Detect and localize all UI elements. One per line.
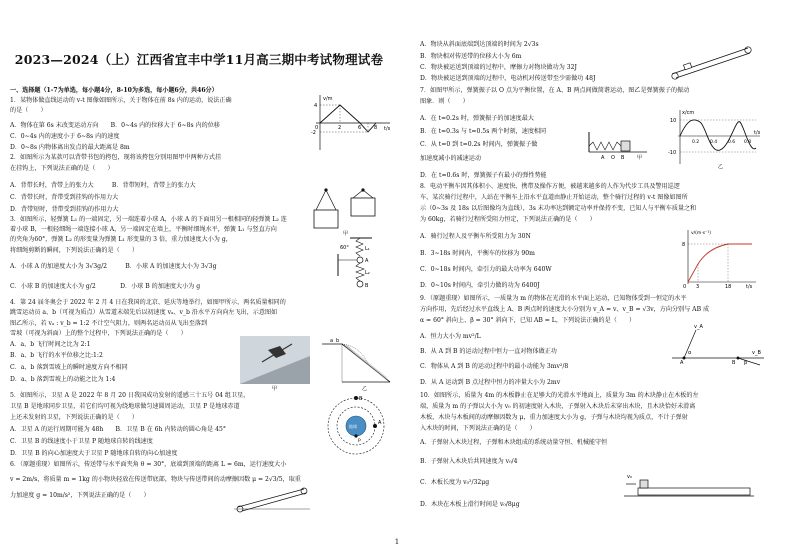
q8-origin: 0 — [683, 284, 687, 290]
q4-slope-diagram — [316, 336, 394, 391]
q2-bag-figure — [306, 186, 386, 236]
q8-line1: 8．电动平衡车因其体积小、速度快、携带及操作方便，被越来越多的人作为代步工具及警用巡逻 — [420, 183, 680, 190]
q6-line1: 6．（原题重现）如图所示，传送带与水平面夹角 θ = 30°，底端到顶端的距离 L = 6m，运行速度大小 — [10, 461, 287, 468]
q4-line2: 跳雪运动员 a、b（可视为质点）从雪道末端先后以初速度 vₐ、v_b 沿水平方向向左飞出，示意图如 — [10, 309, 278, 316]
q7-tick-minus10: -10 — [668, 150, 677, 156]
q1-tick-minus2: -2 — [311, 130, 316, 136]
q5-line2: 卫星 B 是地球同步卫星，若它们均可视为绕地球做匀速圆周运动，卫星 P 是地球赤道 — [10, 403, 240, 410]
q4-label-b: b — [336, 338, 340, 344]
q1-tick-8: 8 — [374, 125, 378, 131]
exam-title: 2023—2024（上）江西省宜丰中学11月高三期中考试物理试卷 — [14, 52, 384, 67]
q1-tick-6: 6 — [358, 125, 362, 131]
q8-xlabel: t/s — [746, 284, 753, 290]
q7-tick-x3: 0.6 — [728, 140, 736, 145]
q3-label-b: B — [365, 283, 369, 289]
q2-line1: 2．如图所示为某款可以背带书包的挎包，现将该挎包分别用图甲中两种方式挂 — [10, 154, 222, 161]
q7-caption-b: 乙 — [718, 164, 724, 170]
q10-option-d: D．木块在木板上滑行时间是 v₀/8μg — [420, 501, 520, 508]
q6-line2: v = 2m/s，将质量 m = 1kg 的小物块轻放在传送带底部，物块与传送带间的动摩擦因数 μ = 2√3/5，取重 — [10, 476, 301, 483]
q3-label-l2: L₂ — [365, 270, 370, 276]
q10-line2: 端，质量为 m 的子弹以大小为 v₀ 的初速度射入木块，子弹射入木块后未穿出木块，且木块恰好未滑离 — [420, 403, 696, 410]
q6-option-c: C．物块被运送到顶端的过程中，摩擦力对物块做功为 32J — [420, 64, 577, 71]
q1-ylabel: v/m — [323, 96, 333, 102]
q1-line2: 的是（ ） — [10, 107, 47, 114]
q8-option-a: A．骑行过程人及平衡车所受阻力为 30N — [420, 233, 531, 240]
q7-line1: 7．如图甲所示，弹簧振子以 O 点为平衡位置，在 A、B 两点间做简谐运动，图乙是弹簧振子的振动 — [420, 87, 690, 94]
q2-option-c: C．背带长时，背带受到挂钩的作用力大 — [10, 194, 119, 201]
q6-conveyor-figure — [232, 483, 312, 513]
q9-line3: α = 60° 斜向上、β = 30° 斜向下，已知 AB = L，下列说法正确的是（ ） — [420, 317, 636, 324]
q2-line2: 在挂钩上，下列说法正确的是（ ） — [10, 165, 114, 172]
q9-option-a: A．恒力大小为 mv²/L — [420, 333, 481, 340]
q7-label-o: O — [611, 155, 615, 160]
q4-line4: 雪坡（可视为斜面）上的整个过程中，下列说法正确的是（ ） — [10, 330, 187, 337]
q3-line1: 3．如图所示，轻弹簧 L₁ 的一端固定，另一端连着小球 A，小球 A 的下面用另一根相同的轻弹簧 L₂ 连 — [10, 216, 287, 223]
q5-line1: 5．如图所示，卫星 A 是 2022 年 8 月 20 日我国成功发射的遥感三十五号 04 组卫星， — [10, 392, 250, 399]
q1-option-c: C．0~4s 内的速度小于 6~8s 内的速度 — [10, 133, 120, 140]
q8-option-b: B．3~18s 时间内，平衡车的位移为 90m — [420, 250, 535, 257]
q3-line3: 的夹角为60°，弹簧 L₂ 的形变量为弹簧 L₁ 形变量的 3 倍，重力加速度大小为 g， — [10, 236, 232, 243]
q2-caption: 甲 — [343, 231, 349, 236]
q5-line3: 上还未发射的卫星，下列说法正确的是（ ） — [10, 414, 138, 421]
q8-line3: 示（0~3s 及 18s 以后图像均为直线），3s 末功率达到额定功率并保持不变，已知人与平衡车质量之和 — [420, 205, 697, 212]
q10-line1: 10．如图所示，质量为 4m 的木板静止在足够大的光滑水平地面上，质量为 3m 的木块静止在木板的左 — [420, 392, 699, 399]
q9-label-beta: β — [744, 360, 748, 366]
q10-line4: 入木块的时间，下列说法正确的是（ ） — [420, 425, 536, 432]
q10-option-b: B．子弹射入木块后共同速度为 v₀/4 — [420, 458, 518, 465]
q4-photo — [240, 336, 310, 391]
q7-tick-x1: 0.2 — [692, 140, 700, 145]
q2-option-ab: A．背带长时，背带上的张力大 B．背带短时，背带上的张力大 — [10, 182, 196, 189]
q9-line2: 方向作用，先后经过水平直线上 A、B 两点时的速度大小分别为 v_A = v、v_B = √3v，方向分别与 AB 成 — [420, 306, 710, 313]
q7-caption-a: 甲 — [637, 155, 643, 160]
q1-line1: 1．某物体做直线运动的 v-t 图像如图所示，关于物体在前 8s 内的运动，说法正确 — [10, 97, 232, 104]
q5-label-b: B — [359, 396, 363, 402]
q6-option-a: A．物块从斜面底端到达顶端的时间为 2√3s — [420, 41, 539, 48]
q9-velocity-figure — [668, 318, 768, 366]
q5-orbit-figure — [324, 394, 388, 458]
q3-label-l1: L₁ — [365, 246, 370, 252]
q7-option-b: B．在 t=0.3s 与 t=0.5s 两个时刻，速度相同 — [420, 128, 547, 135]
q6-incline-figure — [668, 40, 754, 80]
q9-option-b: B．从 A 到 B 的运动过程中恒力一直对物体做正功 — [420, 348, 557, 355]
q7-line2: 图象．则（ ） — [420, 98, 469, 105]
q10-line3: 木板，木块与木板间的动摩擦因数为 μ，重力加速度大小为 g，子弹与木块均视为质点，不计子弹射 — [420, 414, 688, 421]
q5-option-c: C．卫星 B 的线速度小于卫星 P 随地球自转的线速度 — [10, 438, 153, 445]
q8-vt-graph — [680, 228, 760, 290]
q8-ylabel: v/(m·s⁻¹) — [691, 231, 712, 236]
q5-label-p: P — [358, 439, 361, 444]
section-heading: 一、选择题（1-7为单选，每小题4分，8-10为多选，每小题6分，共46分） — [10, 87, 218, 94]
q8-line4: 为 60kg，若骑行过程所受阻力恒定，下列说法正确的是（ ） — [420, 216, 596, 223]
q8-tick-8: 8 — [682, 242, 686, 248]
q9-label-va: v_A — [694, 324, 703, 330]
q3-spring-figure — [332, 236, 392, 298]
q4-line3: 图乙所示，若 vₐ : v_b = 1:2 不计空气阻力，则两名运动员从飞出至落到 — [10, 320, 208, 327]
q1-tick-2: 2 — [338, 125, 342, 131]
q1-option-d: D．0~8s 内物体离出发点的最大距离是 8m — [10, 144, 130, 151]
q5-option-ab: A．卫星 A 的运行周期可能为 48h B．卫星 B 在 6h 内转动的圆心角是 45° — [10, 426, 226, 433]
q6-option-d: D．物块被运送到顶端的过程中，电动机对传送带至少需做功 48J — [420, 75, 596, 82]
q10-option-c: C．木板长度为 v₀²/32μg — [420, 479, 490, 486]
q4-option-a: A．a、b 飞行时间之比为 2:1 — [10, 341, 91, 348]
q7-label-b: B — [621, 155, 625, 160]
q9-option-c: C．物体从 A 到 B 的运动过程中的最小动能为 3mv²/8 — [420, 363, 569, 370]
q7-tick-10: 10 — [670, 118, 677, 124]
q1-origin: 0 — [315, 125, 319, 131]
q4-caption-a: 甲 — [272, 386, 278, 391]
q4-option-d: D．a、b 落到雪坡上的动能之比为 1:4 — [10, 376, 116, 383]
q3-option-cd: C．小球 B 的加速度大小为 g/2 D．小球 B 的加速度大小为 g — [10, 283, 201, 290]
q7-vibration-graph — [668, 108, 764, 170]
q7-option-c2: 加速度减小的减速运动 — [420, 155, 481, 162]
q7-tick-x2: 0.4 — [710, 140, 718, 145]
q4-option-b: B．a、b 飞行的水平位移之比:1:2 — [10, 352, 103, 359]
q5-earth-label: 地球 — [349, 424, 357, 429]
page-number: 1 — [394, 538, 400, 546]
q9-label-a: A — [680, 360, 684, 366]
q3-label-a: A — [365, 258, 369, 264]
q9-label-alpha: α — [688, 350, 692, 356]
q7-option-c1: C．从 t=0 到 t=0.2s 时间内，弹簧振子做 — [420, 141, 538, 148]
q4-option-c: C．a、b 落到雪坡上的瞬时速度方向不相同 — [10, 364, 128, 371]
q9-option-d: D．从 A 运动到 B 点过程中恒力的冲量大小为 2mv — [420, 379, 561, 386]
q8-line2: 车，某次骑行过程中，人站在平衡车上沿水平直道由静止开始运动，整个骑行过程的 v-t 图像如图所 — [420, 194, 688, 201]
q7-spring-oscillator — [585, 128, 651, 160]
q9-label-b: B — [732, 360, 736, 366]
q7-xlabel: t/s — [754, 130, 761, 136]
q4-caption-b: 乙 — [362, 386, 368, 391]
q7-option-a: A．在 t=0.2s 时，弹簧振子的加速度最大 — [420, 115, 534, 122]
q3-option-ab: A．小球 A 的加速度大小为 3√3g/2 B．小球 A 的加速度大小为 3√3g — [10, 263, 217, 270]
q3-angle: 60° — [340, 245, 349, 251]
q6-option-b: B．物块相对传送带的位移大小为 6m — [420, 53, 522, 60]
q7-tick-x4: 0.8 — [744, 140, 752, 145]
q9-line1: 9．（原题重现）如图所示，一质量为 m 的物体在光滑的水平面上运动，已知物体受到一恒定的水平 — [420, 295, 687, 302]
q7-option-d: D．在 t=0.6s 时，弹簧振子有最小的弹性势能 — [420, 172, 547, 179]
q5-option-d: D．卫星 B 的向心加速度大于卫星 P 随地球自转的向心加速度 — [10, 450, 178, 457]
q6-line3: 力加速度 g = 10m/s²，下列说法正确的是（ ） — [10, 492, 150, 499]
q10-label-v0: v₀ — [627, 474, 632, 480]
q4-label-a: a — [330, 338, 334, 344]
q8-option-c: C．0~18s 时间内，牵引力的最大功率为 640W — [420, 266, 552, 273]
q8-option-d: D．0~10s 时间内，牵引力做的功为 6400J — [420, 282, 540, 289]
q3-line4: 将细绳剪断的瞬间，下列说法正确的是（ ） — [10, 247, 138, 254]
q8-tick-18: 18 — [725, 284, 732, 290]
q4-line1: 4．第 24 届冬奥会于 2022 年 2 月 4 日在我国的北京、延庆等地举行，如图甲所示，两名质量相同的 — [10, 299, 286, 306]
q5-label-a: A — [378, 420, 382, 426]
q3-line2: 着小球 B，一根轻细绳一端连接小球 A，另一端固定在墙上，平衡时细绳水平，弹簧 L₁ 与竖直方向 — [10, 226, 277, 233]
q10-block-figure — [624, 462, 754, 502]
q1-xlabel: t/s — [384, 126, 391, 132]
q1-option-ab: A．物体在第 6s 末改变运动方向 B．0~4s 内的位移大于 6~8s 内的位移 — [10, 122, 220, 129]
q1-vt-graph — [310, 92, 395, 154]
q10-option-a: A．子弹射入木块过程，子弹和木块组成的系统动量守恒、机械能守恒 — [420, 439, 608, 446]
q1-tick-4: 4 — [314, 103, 318, 109]
q7-ylabel: x/cm — [682, 110, 695, 116]
q9-label-vb: v_B — [752, 350, 761, 356]
q2-option-d: D．背带短时，背带受到挂钩的作用力大 — [10, 206, 119, 213]
q8-tick-3: 3 — [696, 284, 700, 290]
q7-label-a: A — [601, 155, 605, 160]
